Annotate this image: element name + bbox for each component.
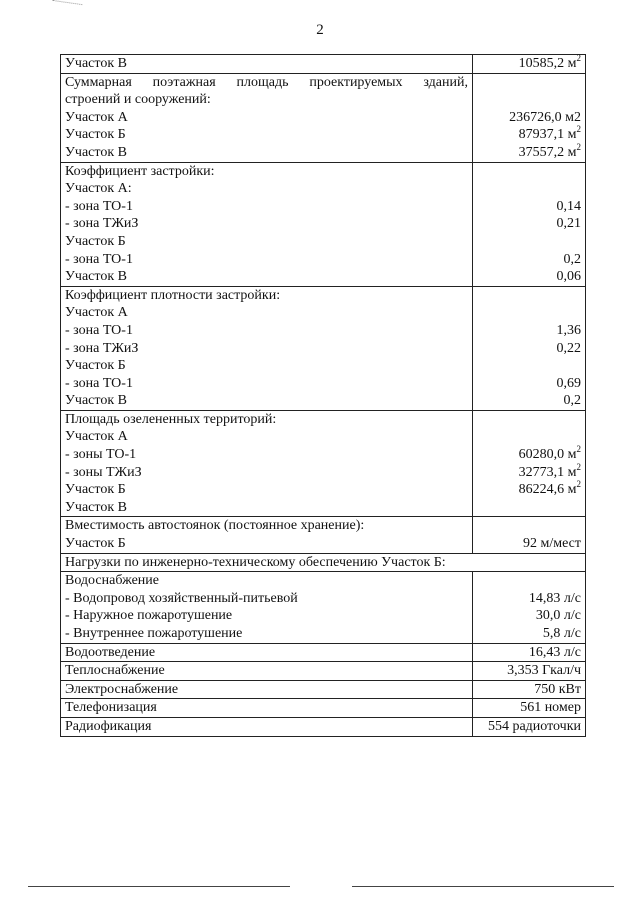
table-row (61, 73, 586, 162)
parameter-value: 92 м/мест (522, 536, 581, 552)
parameter-value-line (477, 461, 581, 482)
parameter-cell (61, 553, 586, 572)
parameter-label: Коэффициент плотности застройки: (65, 287, 281, 303)
parameter-label: - зона ТО-1 (65, 251, 133, 267)
parameter-value-line (477, 681, 581, 699)
parameter-value-line (477, 304, 581, 322)
table-row (61, 55, 586, 74)
table-row (61, 680, 586, 699)
parameter-value: 30,0 л/с (535, 608, 581, 624)
parameter-value-line (477, 411, 581, 429)
parameter-value: 750 кВт (534, 681, 581, 697)
table-row (61, 517, 586, 553)
unit-exponent: 2 (576, 141, 581, 152)
parameter-label: Участок Б (65, 127, 126, 143)
parameter-value-line (477, 287, 581, 305)
parameter-value-line (477, 109, 581, 127)
parameter-value-line (477, 251, 581, 269)
parameter-value: 236726,0 м2 (509, 109, 581, 125)
parameter-value: 14,83 л/с (528, 590, 581, 606)
parameter-label: Вместимость автостоянок (постоянное хранение): (65, 518, 365, 534)
parameter-value-line (477, 340, 581, 358)
table-row (61, 162, 586, 286)
parameter-cell (61, 55, 473, 74)
parameter-cell (61, 73, 473, 162)
parameter-label: Участок Б (65, 536, 126, 552)
parameter-label: - зона ТЖиЗ (65, 340, 139, 356)
value-cell (473, 410, 586, 517)
parameter-cell (61, 410, 473, 517)
parameter-value: 60280,0 м (518, 447, 577, 463)
table-row (61, 286, 586, 410)
parameter-label: - зона ТО-1 (65, 198, 133, 214)
parameter-label: Водоотведение (65, 644, 156, 660)
parameter-value-line (477, 607, 581, 625)
parameter-value-line (477, 74, 581, 92)
parameter-value-line (477, 392, 581, 410)
parameter-value-line (477, 268, 581, 286)
unit-exponent: 2 (576, 53, 581, 63)
parameter-label: Участок А (65, 429, 128, 445)
parameter-value: 1,36 (556, 322, 581, 338)
value-cell (473, 517, 586, 553)
parameter-value-line (477, 590, 581, 608)
value-cell (473, 162, 586, 286)
parameter-value-line (477, 481, 581, 499)
table-row (61, 410, 586, 517)
parameter-value-line (477, 718, 581, 736)
parameter-cell (61, 286, 473, 410)
parameter-cell (61, 680, 473, 699)
parameter-value-line (477, 233, 581, 251)
parameter-value-line (477, 625, 581, 643)
value-cell (473, 286, 586, 410)
value-cell (473, 699, 586, 718)
parameter-label: Участок В (65, 499, 127, 515)
parameter-value-line (477, 163, 581, 181)
value-cell (473, 680, 586, 699)
parameter-value-line (477, 198, 581, 216)
parameter-value-line (477, 572, 581, 590)
parameter-value-line (477, 644, 581, 662)
footer-line-left (28, 886, 290, 887)
parameter-label: Участок А (65, 109, 128, 125)
parameter-value-line (477, 357, 581, 375)
unit-exponent: 2 (576, 444, 581, 455)
parameter-label: Электроснабжение (65, 681, 179, 697)
parameter-label: - Внутреннее пожаротушение (65, 626, 243, 641)
parameter-value: 3,353 Гкал/ч (507, 663, 581, 679)
specification-table (60, 54, 586, 737)
parameter-value: 0,14 (556, 198, 581, 214)
parameter-value: 16,43 л/с (528, 644, 581, 660)
table-row (61, 699, 586, 718)
parameter-label: Теплоснабжение (65, 663, 165, 679)
table-row (61, 717, 586, 736)
parameter-label: - Водопровод хозяйственный-питьевой (65, 590, 298, 606)
parameter-value-line (477, 375, 581, 393)
parameter-cell (61, 717, 473, 736)
parameter-label: Нагрузки по инженерно-техническому обеспечению Участок Б: (65, 554, 446, 570)
parameter-value-line (477, 141, 581, 162)
parameter-label: Участок В (65, 56, 127, 71)
parameter-label: Площадь озелененных территорий: (65, 411, 277, 427)
parameter-value: 0,2 (563, 393, 581, 409)
parameter-label: Участок Б (65, 233, 126, 249)
parameter-value-line (477, 55, 581, 73)
parameter-label: - Наружное пожаротушение (65, 608, 233, 624)
parameter-value: 0,06 (556, 269, 581, 285)
parameter-label: Участок В (65, 393, 127, 409)
parameter-label: Водоснабжение (65, 573, 160, 589)
parameter-value-line (477, 91, 581, 109)
parameter-value-line (477, 499, 581, 517)
parameter-value-line (477, 517, 581, 535)
parameter-label: строений и сооружений: (65, 92, 211, 108)
parameter-value: 561 номер (520, 700, 581, 716)
parameter-cell (61, 699, 473, 718)
value-cell (473, 717, 586, 736)
table-row (61, 662, 586, 681)
parameter-value: 10585,2 м (518, 56, 577, 71)
value-cell (473, 55, 586, 74)
parameter-cell (61, 517, 473, 553)
parameter-value: 37557,2 м (518, 144, 577, 160)
parameter-label: Суммарная поэтажная площадь проектируемых зданий, (65, 74, 468, 90)
value-cell (473, 73, 586, 162)
parameter-value: 87937,1 м (518, 127, 577, 143)
parameter-label: Участок А: (65, 181, 132, 197)
parameter-value: 5,8 л/с (542, 626, 581, 641)
parameter-cell (61, 572, 473, 643)
parameter-value: 0,69 (556, 375, 581, 391)
parameter-value: 86224,6 м (518, 482, 577, 498)
parameter-label: Участок Б (65, 482, 126, 498)
table-row (61, 572, 586, 643)
parameter-label: - зоны ТО-1 (65, 447, 137, 463)
unit-exponent: 2 (576, 124, 581, 135)
page-number: 2 (316, 22, 324, 38)
parameter-label: Радиофикация (65, 718, 152, 734)
unit-exponent: 2 (576, 479, 581, 490)
parameter-value: 0,22 (556, 340, 581, 356)
parameter-label: Участок В (65, 144, 127, 160)
footer-line-right (352, 886, 614, 887)
parameter-value: 554 радиоточки (487, 718, 581, 734)
specification-table-body (61, 55, 586, 737)
parameter-label: Участок В (65, 269, 127, 285)
parameter-label: Участок А (65, 305, 128, 321)
table-row (61, 553, 586, 572)
value-cell (473, 643, 586, 662)
parameter-label: - зона ТО-1 (65, 322, 133, 338)
parameter-value-line (477, 126, 581, 144)
parameter-value-line (477, 662, 581, 680)
unit-exponent: 2 (576, 461, 581, 472)
parameter-value-line (477, 699, 581, 717)
parameter-value-line (477, 428, 581, 446)
parameter-value-line (477, 535, 581, 553)
parameter-label: - зона ТЖиЗ (65, 216, 139, 232)
table-row (61, 643, 586, 662)
parameter-label: - зона ТО-1 (65, 375, 133, 391)
parameter-label: Участок Б (65, 358, 126, 374)
parameter-value-line (477, 446, 581, 464)
parameter-value: 0,2 (563, 251, 581, 267)
parameter-value-line (477, 215, 581, 233)
parameter-value-line (477, 180, 581, 198)
parameter-cell (61, 162, 473, 286)
parameter-value-line (477, 322, 581, 340)
parameter-cell (61, 662, 473, 681)
value-cell (473, 662, 586, 681)
parameter-value: 0,21 (556, 216, 581, 232)
value-cell (473, 572, 586, 643)
parameter-label: Коэффициент застройки: (65, 163, 215, 179)
parameter-cell (61, 643, 473, 662)
parameter-value: 32773,1 м (518, 464, 577, 480)
scan-mark (52, 0, 83, 11)
parameter-label: Телефонизация (65, 700, 157, 716)
parameter-label: - зоны ТЖиЗ (65, 464, 142, 480)
